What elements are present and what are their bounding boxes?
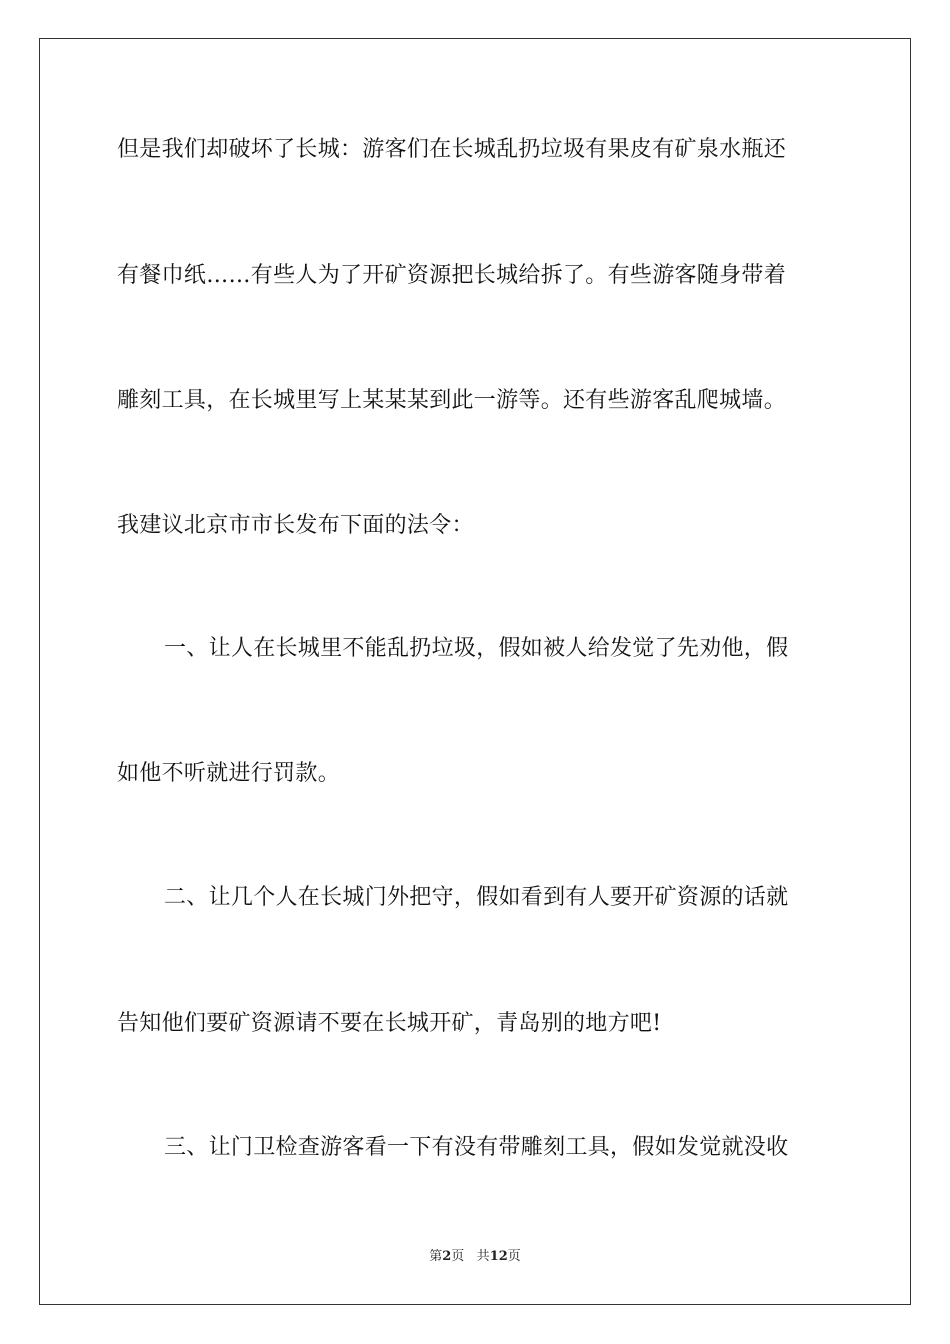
total-suffix: 页	[507, 1249, 521, 1264]
text-line-7: 二、让几个人在长城门外把守，假如看到有人要开矿资源的话就	[164, 885, 789, 910]
text-line-1: 但是我们却破坏了长城：游客们在长城乱扔垃圾有果皮有矿泉水瓶还	[117, 137, 787, 162]
text-line-5: 一、让人在长城里不能乱扔垃圾，假如被人给发觉了先劝他，假	[164, 636, 789, 661]
page-prefix: 第	[429, 1249, 443, 1264]
text-line-9: 三、让门卫检查游客看一下有没有带雕刻工具，假如发觉就没收	[164, 1135, 789, 1160]
text-line-6: 如他不听就进行罚款。	[117, 761, 341, 786]
page-footer	[0, 1248, 950, 1266]
text-line-3: 雕刻工具，在长城里写上某某某到此一游等。还有些游客乱爬城墙。	[117, 388, 787, 413]
text-line-4: 我建议北京市市长发布下面的法令：	[117, 513, 474, 538]
total-prefix: 共	[476, 1249, 490, 1264]
page-border	[39, 38, 911, 1305]
page-number: 2	[442, 1249, 452, 1264]
text-line-2: 有餐巾纸……有些人为了开矿资源把长城给拆了。有些游客随身带着	[117, 263, 787, 288]
page-suffix: 页	[451, 1249, 465, 1264]
total-pages: 12	[489, 1249, 508, 1264]
text-line-8: 告知他们要矿资源请不要在长城开矿，青岛别的地方吧!	[117, 1011, 662, 1036]
